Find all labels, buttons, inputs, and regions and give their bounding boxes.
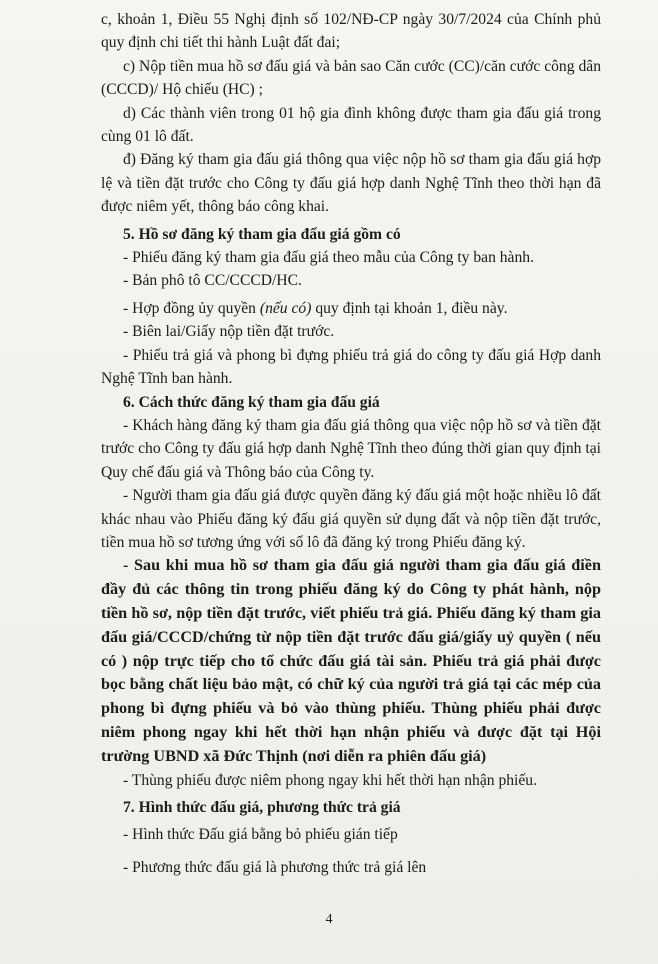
- paragraph-registration-method: - Khách hàng đăng ký tham gia đấu giá thông qua việc nộp hồ sơ và tiền đặt trước cho Công ty đấu giá hợp danh Nghệ Tĩnh theo đúng thời gian quy định tại Quy chế đấu giá và Thông báo của Công ty.: [101, 416, 601, 481]
- list-item-bidding-method: - Phương thức đấu giá là phương thức trả giá lên: [123, 858, 427, 876]
- section-heading-5: 5. Hồ sơ đăng ký tham gia đấu giá gồm có: [123, 225, 401, 243]
- section-heading-7: 7. Hình thức đấu giá, phương thức trả giá: [123, 798, 401, 816]
- power-of-attorney-suffix: quy định tại khoản 1, điều này.: [311, 299, 508, 317]
- list-item-registration-form: - Phiếu đăng ký tham gia đấu giá theo mẫu của Công ty ban hành.: [123, 249, 534, 267]
- list-item-auction-form: - Hình thức Đấu giá bằng bỏ phiếu gián tiếp: [123, 826, 398, 844]
- section-heading-6: 6. Cách thức đăng ký tham gia đấu giá: [123, 393, 380, 411]
- paragraph-condition-dd: đ) Đăng ký tham gia đấu giá thông qua việc nộp hồ sơ tham gia đấu giá hợp lệ và tiền đặt trước cho Công ty đấu giá hợp danh Nghệ Tĩnh theo thời hạn đã được niêm yết, thông báo công khai.: [101, 151, 601, 216]
- paragraph-ballot-box-sealed: - Thùng phiếu được niêm phong ngay khi hết thời hạn nhận phiếu.: [123, 771, 537, 789]
- list-item-bid-slip: - Phiếu trả giá và phong bì đựng phiếu trả giá do công ty đấu giá Hợp danh Nghệ Tĩnh ban hành.: [101, 346, 601, 388]
- document-body: [101, 8, 601, 879]
- list-item-id-copy: - Bản phô tô CC/CCCD/HC.: [123, 272, 302, 290]
- paragraph-legal-reference: c, khoản 1, Điều 55 Nghị định số 102/NĐ-CP ngày 30/7/2024 của Chính phủ quy định chi tiết thi hành Luật đất đai;: [101, 11, 601, 52]
- paragraph-bid-procedure: - Sau khi mua hồ sơ tham gia đấu giá người tham gia đấu giá điền đầy đủ các thông tin trong phiếu đăng ký do Công ty phát hành, nộp tiền hồ sơ, nộp tiền đặt trước, viết phiếu trả giá. Phiếu đăng ký tham gia đấu giá/CCCD/chứng từ nộp tiền đặt trước đấu giá/giấy uỷ quyền ( nếu có ) nộp trực tiếp cho tổ chức đấu giá tài sản. Phiếu trả giá phải được bọc bằng chất liệu bảo mật, có chữ ký của người trả giá tại các mép của phong bì đựng phiếu và bỏ vào thùng phiếu. Thùng phiếu phải được niêm phong ngay khi hết thời hạn nhận phiếu và được đặt tại Hội trường UBND xã Đức Thịnh (nơi diễn ra phiên đấu giá): [101, 556, 601, 765]
- paragraph-condition-d: d) Các thành viên trong 01 hộ gia đình không được tham gia đấu giá trong cùng 01 lô đất.: [101, 104, 601, 146]
- paragraph-condition-c: c) Nộp tiền mua hồ sơ đấu giá và bản sao Căn cước (CC)/căn cước công dân (CCCD)/ Hộ chiếu (HC) ;: [101, 57, 601, 99]
- list-item-deposit-receipt: - Biên lai/Giấy nộp tiền đặt trước.: [123, 323, 335, 341]
- power-of-attorney-prefix: - Hợp đồng ủy quyền: [123, 299, 260, 317]
- list-item-power-of-attorney: [101, 297, 601, 320]
- page-number: 4: [325, 912, 333, 927]
- power-of-attorney-optional-note: (nếu có): [259, 299, 312, 317]
- paragraph-multiple-lots: - Người tham gia đấu giá được quyền đăng ký đấu giá một hoặc nhiều lô đất khác nhau vào Phiếu đăng ký đấu giá quyền sử dụng đất và nộp tiền đặt trước, tiền mua hồ sơ tương ứng với số lô đã đăng ký trong Phiếu đăng ký.: [101, 487, 601, 551]
